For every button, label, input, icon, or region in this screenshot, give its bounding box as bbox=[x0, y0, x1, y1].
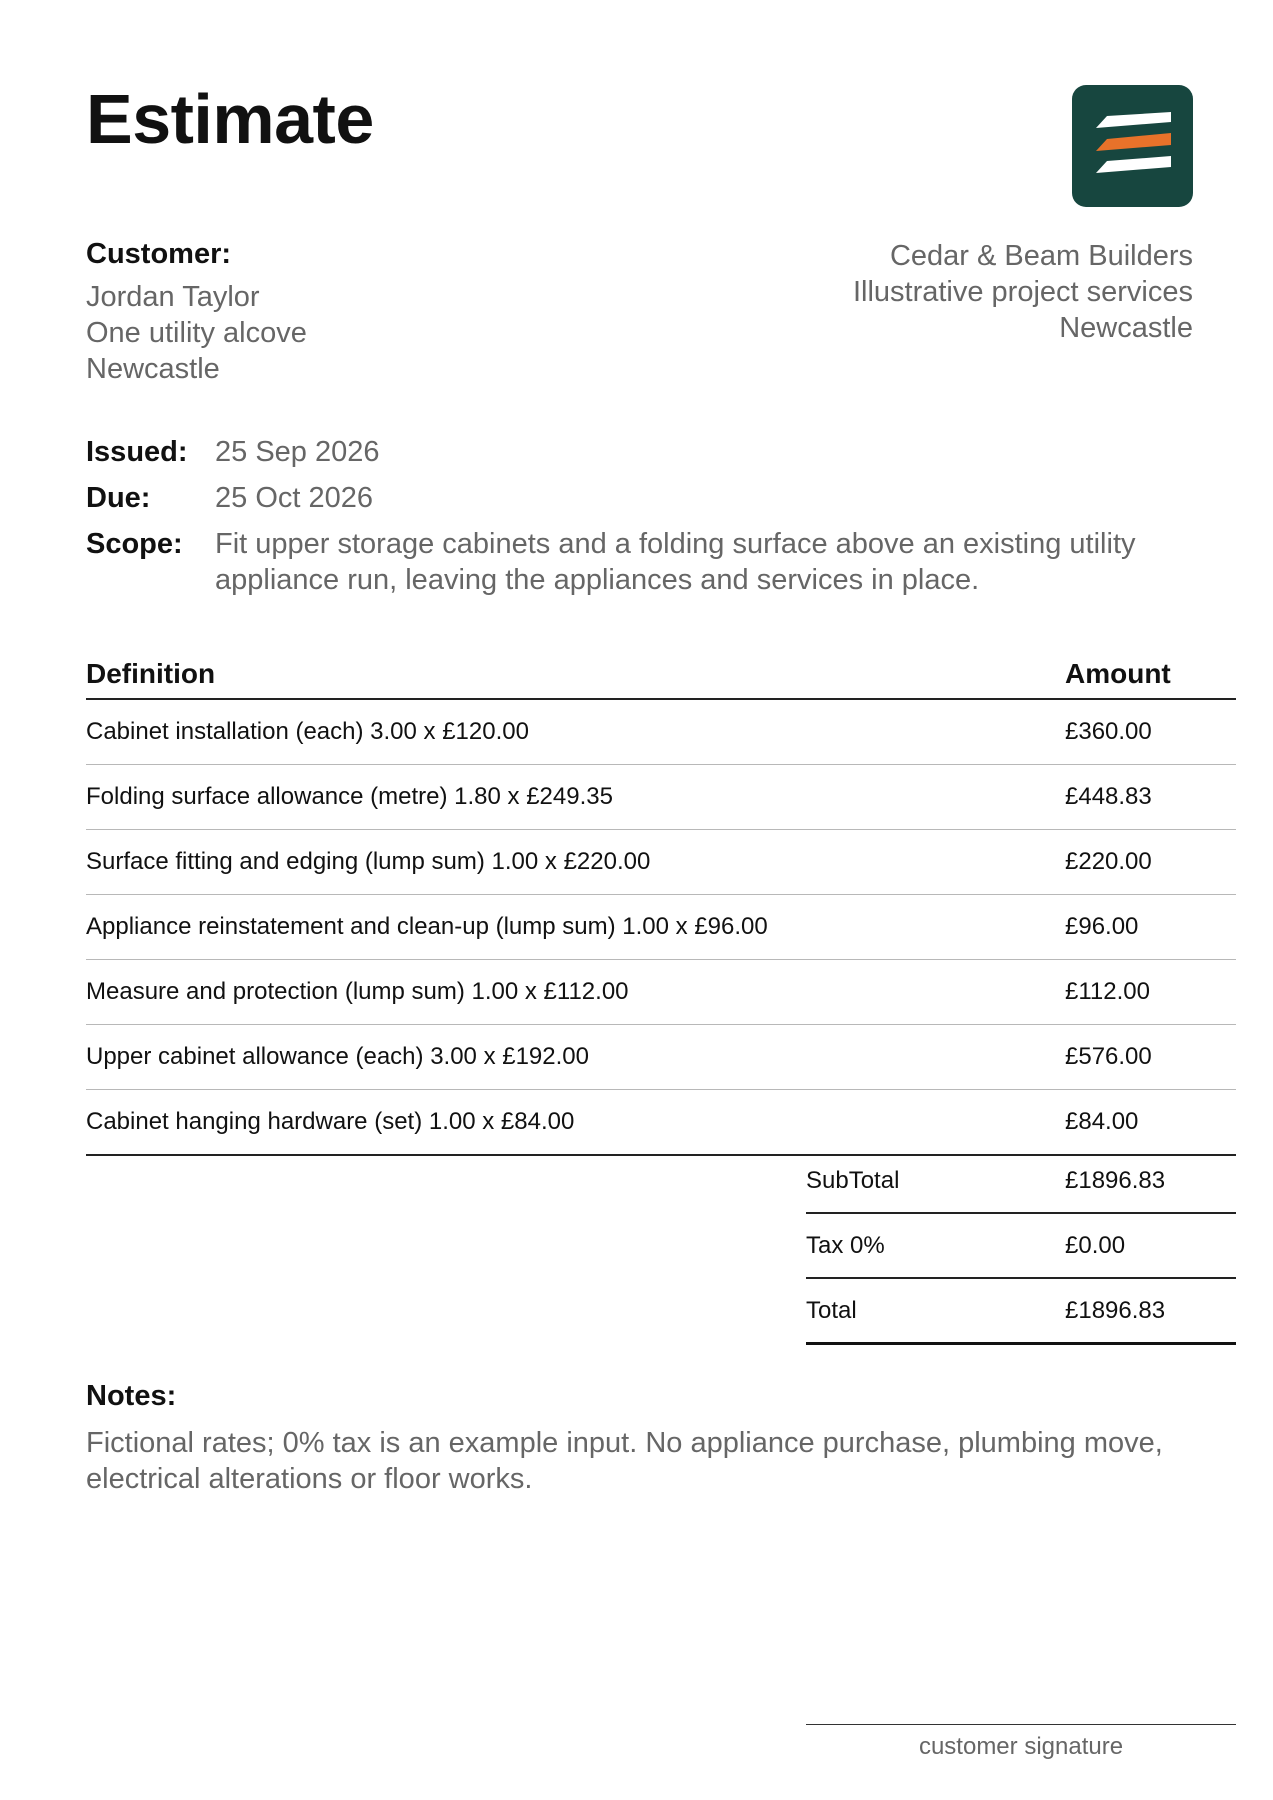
table-row bbox=[86, 765, 1236, 830]
due-row bbox=[86, 480, 1236, 516]
table-row bbox=[86, 895, 1236, 960]
customer-name: Jordan Taylor bbox=[86, 281, 260, 313]
item-definition: Folding surface allowance (metre) 1.80 x £249.35 bbox=[86, 765, 1065, 830]
subtotal-label: SubTotal bbox=[806, 1149, 1065, 1213]
total-value: £1896.83 bbox=[1065, 1278, 1236, 1344]
table-row bbox=[86, 1025, 1236, 1090]
tax-label: Tax 0% bbox=[806, 1213, 1065, 1278]
customer-label: Customer: bbox=[86, 238, 232, 270]
estimate-meta bbox=[86, 434, 1236, 608]
item-definition: Measure and protection (lump sum) 1.00 x £112.00 bbox=[86, 960, 1065, 1025]
item-definition: Upper cabinet allowance (each) 3.00 x £192.00 bbox=[86, 1025, 1065, 1090]
company-city: Newcastle bbox=[1059, 312, 1193, 344]
line-items-table bbox=[86, 652, 1236, 1156]
due-label: Due: bbox=[86, 482, 151, 514]
subtotal-row bbox=[806, 1149, 1236, 1213]
item-amount: £576.00 bbox=[1065, 1025, 1236, 1090]
item-amount: £448.83 bbox=[1065, 765, 1236, 830]
issued-row bbox=[86, 434, 1236, 470]
amount-header: Amount bbox=[1065, 652, 1236, 699]
table-row bbox=[86, 960, 1236, 1025]
document-title: Estimate bbox=[86, 80, 374, 158]
total-label: Total bbox=[806, 1278, 1065, 1344]
item-definition: Cabinet installation (each) 3.00 x £120.00 bbox=[86, 699, 1065, 765]
notes-section bbox=[86, 1380, 1206, 1497]
subtotal-value: £1896.83 bbox=[1065, 1149, 1236, 1213]
scope-row bbox=[86, 526, 1236, 598]
notes-label: Notes: bbox=[86, 1380, 177, 1412]
item-amount: £96.00 bbox=[1065, 895, 1236, 960]
notes-text: Fictional rates; 0% tax is an example input. No appliance purchase, plumbing move, electrical alterations or floor works. bbox=[86, 1427, 1163, 1495]
company-tagline: Illustrative project services bbox=[852, 276, 1193, 308]
item-definition: Surface fitting and edging (lump sum) 1.00 x £220.00 bbox=[86, 830, 1065, 895]
item-amount: £112.00 bbox=[1065, 960, 1236, 1025]
table-header-row bbox=[86, 652, 1236, 699]
issued-label: Issued: bbox=[86, 436, 188, 468]
totals-table bbox=[806, 1149, 1236, 1345]
item-definition: Cabinet hanging hardware (set) 1.00 x £84.00 bbox=[86, 1090, 1065, 1156]
tax-value: £0.00 bbox=[1065, 1213, 1236, 1278]
table-row bbox=[86, 699, 1236, 765]
item-definition: Appliance reinstatement and clean-up (lump sum) 1.00 x £96.00 bbox=[86, 895, 1065, 960]
company-name: Cedar & Beam Builders bbox=[889, 240, 1193, 272]
customer-city: Newcastle bbox=[86, 353, 220, 385]
signature-line bbox=[806, 1724, 1236, 1761]
table-row bbox=[86, 830, 1236, 895]
company-block bbox=[853, 238, 1193, 346]
item-amount: £84.00 bbox=[1065, 1090, 1236, 1156]
scope-text: Fit upper storage cabinets and a folding surface above an existing utility appliance run, leaving the appliances and services in place. bbox=[215, 528, 1136, 596]
table-row bbox=[86, 1090, 1236, 1156]
item-amount: £220.00 bbox=[1065, 830, 1236, 895]
item-amount: £360.00 bbox=[1065, 699, 1236, 765]
customer-address: One utility alcove bbox=[86, 317, 307, 349]
scope-label: Scope: bbox=[86, 528, 183, 560]
due-date: 25 Oct 2026 bbox=[215, 482, 373, 514]
company-logo-icon bbox=[1072, 85, 1193, 207]
customer-block bbox=[86, 238, 307, 387]
definition-header: Definition bbox=[86, 652, 1065, 699]
total-row bbox=[806, 1278, 1236, 1344]
signature-label: customer signature bbox=[918, 1733, 1124, 1760]
tax-row bbox=[806, 1213, 1236, 1278]
issued-date: 25 Sep 2026 bbox=[215, 436, 380, 468]
